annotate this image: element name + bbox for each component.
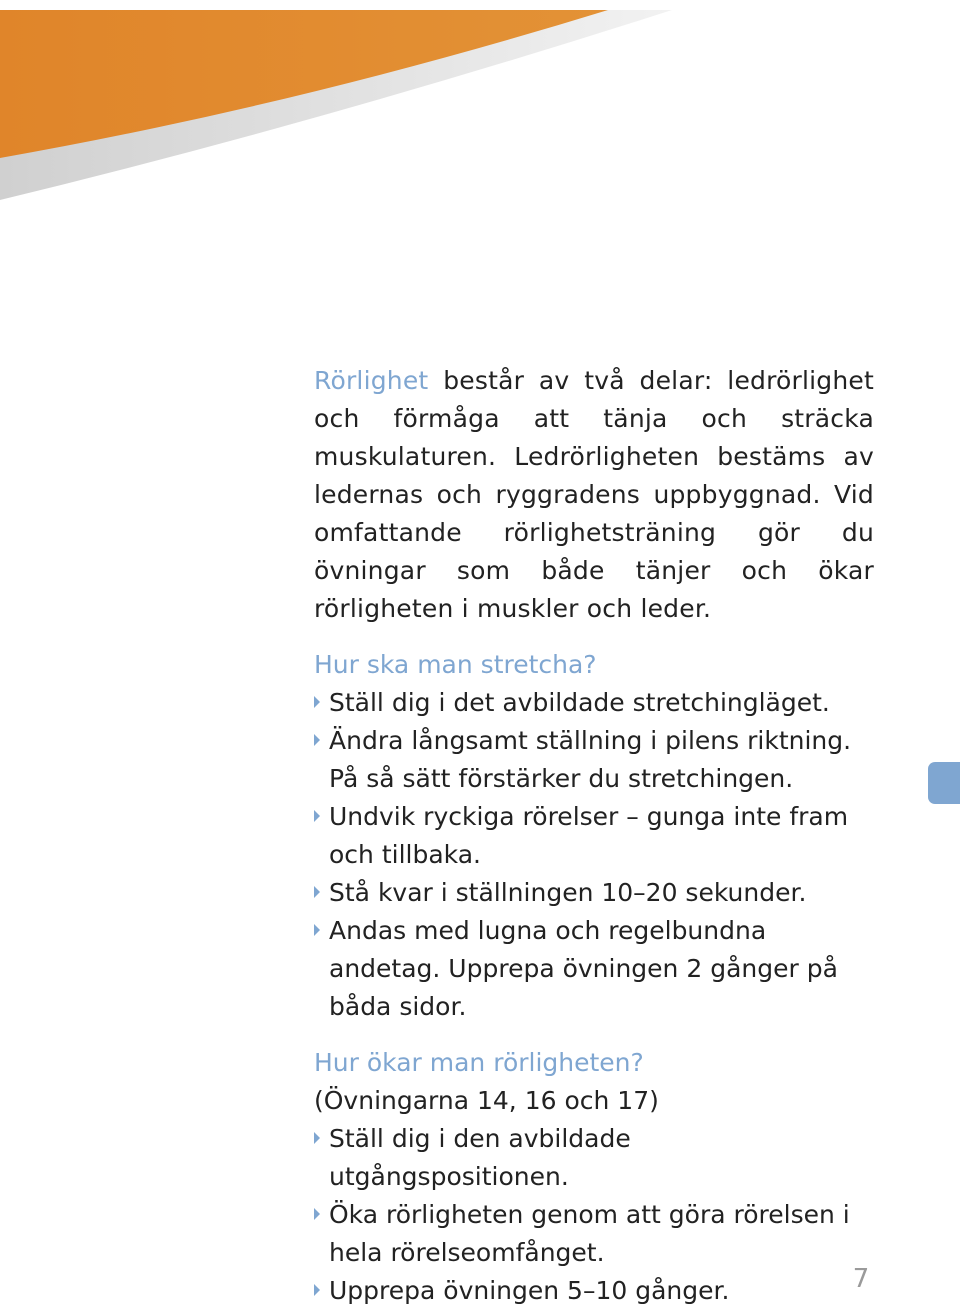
triangle-right-icon xyxy=(314,810,320,822)
list-item xyxy=(314,1120,874,1196)
banner-orange-band xyxy=(0,10,608,158)
list-item-text: Stå kvar i ställningen 10–20 sekunder. xyxy=(329,878,807,907)
intro-lead: Rörlighet xyxy=(314,366,429,395)
list-item-text: Ändra långsamt ställning i pilens riktning. På så sätt förstärker du stretchingen. xyxy=(329,726,852,793)
triangle-right-icon xyxy=(314,1284,320,1296)
stretch-heading: Hur ska man stretcha? xyxy=(314,650,597,679)
triangle-right-icon xyxy=(314,696,320,708)
triangle-right-icon xyxy=(314,1132,320,1144)
chapter-tab xyxy=(928,762,960,804)
intro-paragraph xyxy=(314,362,874,628)
list-item-text: Ställ dig i det avbildade stretchingläget. xyxy=(329,688,830,717)
triangle-right-icon xyxy=(314,924,320,936)
list-item xyxy=(314,1196,874,1272)
stretch-list xyxy=(314,684,874,1026)
triangle-right-icon xyxy=(314,734,320,746)
mobility-list xyxy=(314,1120,874,1310)
list-item xyxy=(314,798,874,874)
list-item xyxy=(314,722,874,798)
list-item xyxy=(314,912,874,1026)
list-item-text: Andas med lugna och regelbundna andetag. Upprepa övningen 2 gånger på båda sidor. xyxy=(329,916,838,1021)
triangle-right-icon xyxy=(314,1208,320,1220)
list-item xyxy=(314,684,874,722)
main-content xyxy=(314,362,874,1310)
list-item xyxy=(314,1272,874,1310)
page-number: 7 xyxy=(852,1264,870,1294)
triangle-right-icon xyxy=(314,886,320,898)
intro-text: består av två delar: ledrörlighet och förmåga att tänja och sträcka muskulaturen. Ledrörligheten bestäms av ledernas och ryggradens uppbyggnad. Vid omfattande rörlighetsträning gör du övningar som både tänjer och ökar rörligheten i muskler och leder. xyxy=(314,366,874,623)
list-item-text: Upprepa övningen 5–10 gånger. xyxy=(329,1276,730,1305)
list-item-text: Undvik ryckiga rörelser – gunga inte fram och tillbaka. xyxy=(329,802,849,869)
list-item-text: Öka rörligheten genom att göra rörelsen i hela rörelseomfånget. xyxy=(329,1200,850,1267)
header-banner xyxy=(0,0,960,210)
list-item xyxy=(314,874,874,912)
exercise-note: (Övningarna 14, 16 och 17) xyxy=(314,1086,659,1115)
mobility-heading: Hur ökar man rörligheten? xyxy=(314,1048,644,1077)
list-item-text: Ställ dig i den avbildade utgångspositionen. xyxy=(329,1124,631,1191)
